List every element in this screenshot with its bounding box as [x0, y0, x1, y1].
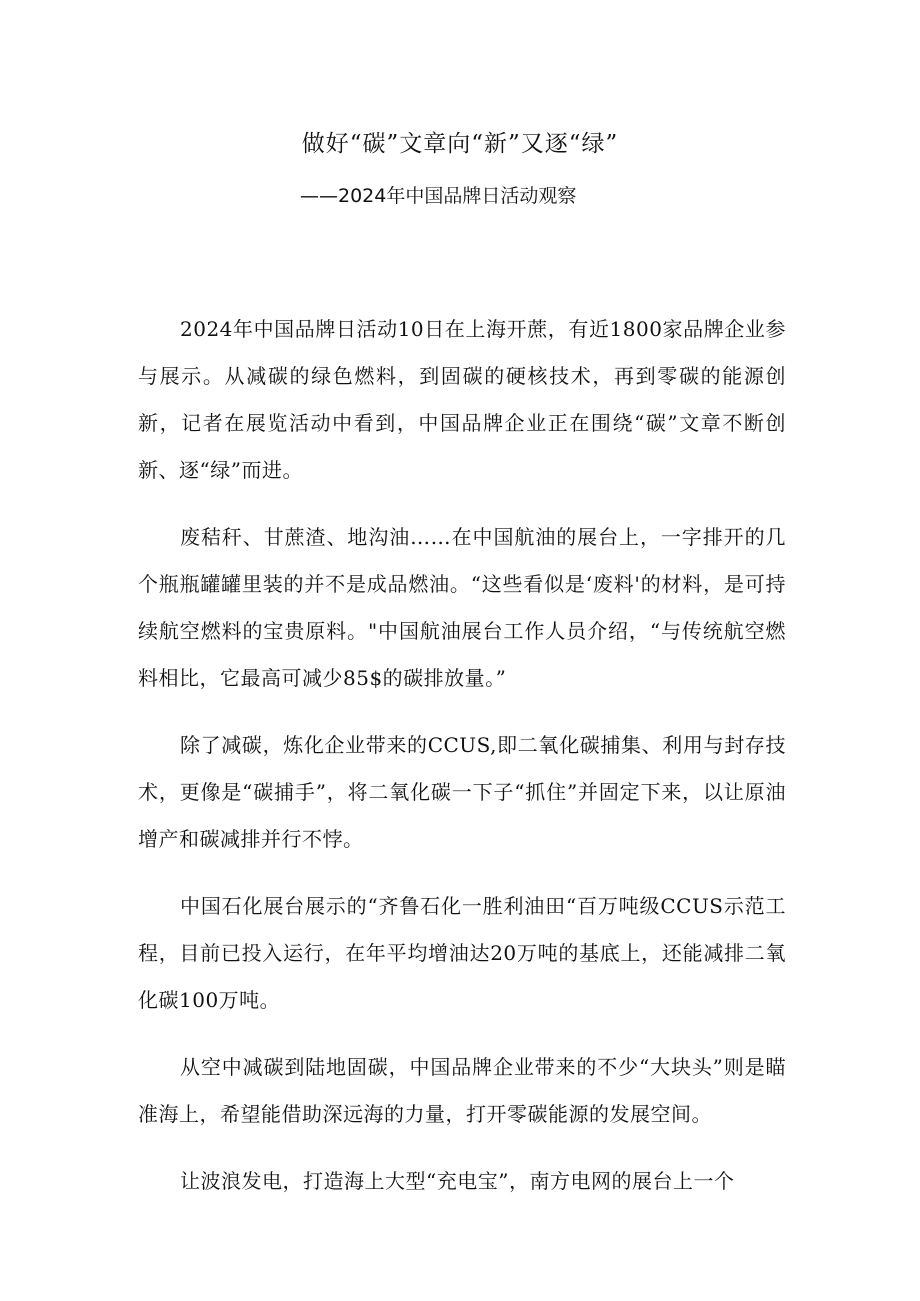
- paragraph-3: 除了减碳，炼化企业带来的CCUS,即二氧化碳捕集、利用与封存技术，更像是“碳捕手”，将二氧化碳一下子“抓住”并固定下来，以让原油增产和碳减排并行不悖。: [138, 733, 786, 851]
- paragraph-4: 中国石化展台展示的“齐鲁石化一胜利油田“百万吨级CCUS示范工程，目前已投入运行，在年平均增油达20万吨的基底上，还能减排二氧化碳100万吨。: [138, 894, 786, 1012]
- article-title: 做好“碳”文章向“新”又逐“绿”: [301, 131, 619, 157]
- paragraph-1: 2024年中国品牌日活动10日在上海开蔗，有近1800家品牌企业参与展示。从减碳的绿色燃料，到固碳的硬核技术，再到零碳的能源创新，记者在展览活动中看到，中国品牌企业正在围绕“碳”文章不断创新、逐“绿”而进。: [138, 317, 786, 482]
- article-subtitle: ——2024年中国品牌日活动观察: [300, 185, 577, 207]
- paragraph-6: 让波浪发电，打造海上大型“充电宝”，南方电网的展台上一个: [180, 1169, 735, 1193]
- article-body: [138, 306, 786, 1225]
- paragraph-2: 废秸秆、甘蔗渣、地沟油……在中国航油的展台上，一字排开的几个瓶瓶罐罐里装的并不是成品燃油。“这些看似是‘废料'的材料，是可持续航空燃料的宝贵原料。"中国航油展台工作人员介绍，“与传统航空燃料相比，它最高可减少85$的碳排放量。”: [138, 525, 786, 690]
- paragraph-5: 从空中减碳到陆地固碳，中国品牌企业带来的不少“大块头”则是瞄准海上，希望能借助深远海的力量，打开零碳能源的发展空间。: [138, 1055, 786, 1126]
